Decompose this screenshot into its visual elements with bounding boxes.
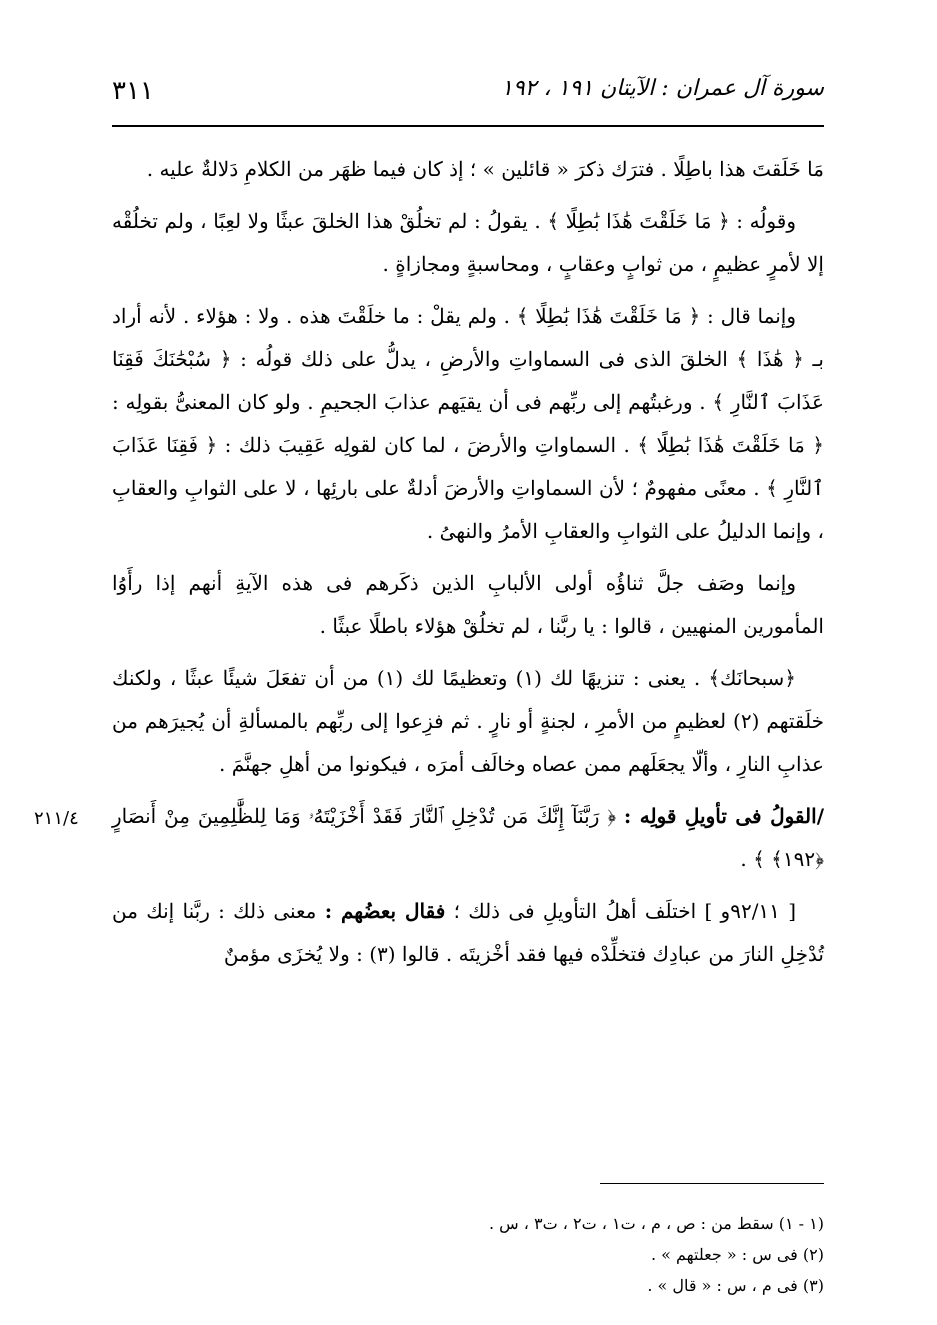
running-title: سورة آل عمران : الآيتان ١٩١ ، ١٩٢	[501, 76, 824, 101]
page-header	[112, 76, 824, 116]
heading-label: /القولُ فى تأويلِ قولِه :	[623, 804, 824, 828]
footnote-rule	[600, 1183, 824, 1184]
page-number: ٣١١	[112, 76, 154, 106]
heading-verse: ﴿ رَبَّنَآ إِنَّكَ مَن تُدْخِلِ ٱلنَّارَ فَقَدْ أَخْزَيْتَهُۥ وَمَا لِلظَّٰلِمِينَ مِنْ أَنصَارٍ ﴿١٩٢﴾ ﴾ .	[112, 804, 824, 871]
main-text	[34, 148, 825, 985]
margin-reference: ٢١١/٤	[34, 808, 79, 829]
paragraph-6-bold: فقال بعضُهم :	[324, 899, 446, 923]
paragraph-6-rest: معنى ذلك : ربَّنا إنك من تُدْخِلِ النارَ من عبادِك فتخلِّدْه فيها فقد أخْزيتَه . قالوا (٣) : ولا يُخزَى مؤمنٌ	[112, 899, 824, 966]
footnote-3: (٣) فى م ، س : « قال » .	[647, 1276, 824, 1295]
paragraph-1: مَا خَلَقتَ هذا باطِلًا . فترَك ذكرَ « قائلين » ؛ إذ كان فيما ظهَر من الكلامِ دَلالةٌ عليه .	[146, 157, 824, 181]
paragraph-3: وإنما قال : ﴿ مَا خَلَقْتَ هَٰذَا بَٰطِلًا ﴾ . ولم يقلْ : ما خلَقْتَ هذه . ولا : هؤلاء . لأنه أراد بـ ﴿ هَٰذَا ﴾ الخلقَ الذى فى السماواتِ والأرضِ ، يدلُّ على ذلك قولُه : ﴿ سُبْحَٰنَكَ فَقِنَا عَذَابَ ٱلنَّارِ ﴾ . ورغبتُهم إلى ربِّهم فى أن يقيَهم عذابَ الجحيمِ . ولو كان المعنىُّ بقولِه : ﴿ مَا خَلَقْتَ هَٰذَا بَٰطِلًا ﴾ . السماواتِ والأرضَ ، لما كان لقولِه عَقِيبَ ذلك : ﴿ فَقِنَا عَذَابَ ٱلنَّارِ ﴾ . معنًى مفهومٌ ؛ لأن السماواتِ والأرضَ أدلةٌ على بارئِها ، لا على الثوابِ والعقابِ ، وإنما الدليلُ على الثوابِ والعقابِ الأمرُ والنهىُ .	[112, 304, 824, 543]
section-heading	[34, 795, 824, 881]
footnotes	[112, 1208, 824, 1301]
paragraph-4: وإنما وصَف جلَّ ثناؤُه أولى الألبابِ الذين ذكَرهم فى هذه الآيةِ أنهم إذا رأَوُا المأمورين المنهيين ، قالوا : يا ربَّنا ، لم تخلُقْ هؤلاء باطلًا عبثًا .	[112, 571, 824, 638]
paragraph-5: ﴿سبحانَك﴾ . يعنى : تنزيهًا لك (١) وتعظيمًا لك (١) من أن تفعَلَ شيئًا عبثًا ، ولكنك خلَقتهم (٢) لعظيمٍ من الأمرِ ، لجنةٍ أو نارٍ . ثم فزِعوا إلى ربِّهم بالمسألةِ أن يُجيرَهم من عذابِ النارِ ، وألّا يجعَلَهم ممن عصاه وخالَف أمرَه ، فيكونوا من أهلِ جهنَّمَ .	[112, 666, 825, 776]
paragraph-6	[112, 890, 824, 976]
footnote-1: (١ - ١) سقط من : ص ، م ، ت١ ، ت٢ ، ت٣ ، س .	[488, 1214, 824, 1233]
paragraph-6-pre: اختلَف أهلُ التأويلِ فى ذلك ؛	[453, 899, 697, 923]
manuscript-bracket: [ ٩٢/١١و ]	[704, 899, 797, 923]
paragraph-2: وقولُه : ﴿ مَا خَلَقْتَ هَٰذَا بَٰطِلًا ﴾ . يقولُ : لم تخلُقْ هذا الخلقَ عبثًا ولا لعِبًا ، ولم تخلُقْه إلا لأمرٍ عظيمٍ ، من ثوابٍ وعقابٍ ، ومحاسبةٍ ومجازاةٍ .	[112, 209, 824, 276]
header-rule	[112, 125, 824, 127]
footnote-2: (٢) فى س : « جعلتهم » .	[650, 1245, 824, 1264]
